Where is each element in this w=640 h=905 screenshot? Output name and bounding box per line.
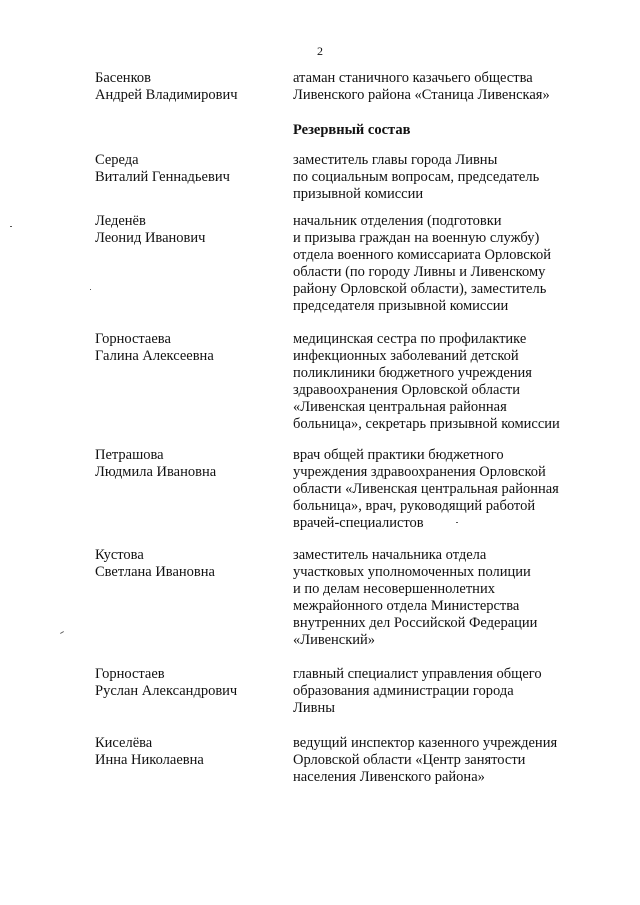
member-given-names: Виталий Геннадьевич	[95, 169, 230, 185]
member-surname: Петрашова	[95, 447, 164, 463]
scan-speck	[90, 289, 91, 290]
member-given-names: Леонид Иванович	[95, 230, 206, 246]
member-name	[95, 331, 285, 365]
role-line: учреждения здравоохранения Орловской	[293, 464, 546, 480]
member-given-names: Инна Николаевна	[95, 752, 204, 768]
member-role	[293, 70, 575, 104]
role-line: председателя призывной комиссии	[293, 298, 509, 314]
member-surname: Горностаев	[95, 666, 165, 682]
member-surname: Горностаева	[95, 331, 171, 347]
member-role	[293, 666, 575, 717]
role-line: области «Ливенская центральная районная	[293, 481, 559, 497]
role-line: начальник отделения (подготовки	[293, 213, 502, 229]
member-given-names: Людмила Ивановна	[95, 464, 217, 480]
member-given-names: Андрей Владимирович	[95, 87, 238, 103]
role-line: «Ливенский»	[293, 632, 376, 648]
role-line: внутренних дел Российской Федерации	[293, 615, 538, 631]
member-role	[293, 331, 575, 433]
member-name	[95, 735, 285, 769]
role-line: району Орловской области), заместитель	[293, 281, 547, 297]
role-line: и по делам несовершеннолетних	[293, 581, 495, 597]
role-line: Ливенского района «Станица Ливенская»	[293, 87, 550, 103]
role-line: больница», секретарь призывной комиссии	[293, 416, 560, 432]
role-line: заместитель главы города Ливны	[293, 152, 498, 168]
role-line: участковых уполномоченных полиции	[293, 564, 531, 580]
role-line: области (по городу Ливны и Ливенскому	[293, 264, 546, 280]
role-line: поликлиники бюджетного учреждения	[293, 365, 532, 381]
member-name	[95, 152, 285, 186]
role-line: ведущий инспектор казенного учреждения	[293, 735, 558, 751]
member-name	[95, 70, 285, 104]
role-line: и призыва граждан на военную службу)	[293, 230, 540, 246]
member-surname: Басенков	[95, 70, 151, 86]
member-surname: Кустова	[95, 547, 144, 563]
member-role	[293, 735, 575, 786]
page-number: 2	[317, 44, 323, 58]
member-role	[293, 547, 575, 649]
member-role	[293, 213, 575, 315]
member-name	[95, 666, 285, 700]
member-surname: Киселёва	[95, 735, 153, 751]
member-given-names: Светлана Ивановна	[95, 564, 215, 580]
role-line: врач общей практики бюджетного	[293, 447, 504, 463]
role-line: населения Ливенского района»	[293, 769, 485, 785]
role-line: образования администрации города	[293, 683, 514, 699]
role-line: медицинская сестра по профилактике	[293, 331, 527, 347]
role-line: Орловской области «Центр занятости	[293, 752, 526, 768]
role-line: межрайонного отдела Министерства	[293, 598, 520, 614]
role-line: больница», врач, руководящий работой	[293, 498, 536, 514]
member-role	[293, 447, 575, 532]
role-line: отдела военного комиссариата Орловской	[293, 247, 552, 263]
scan-speck	[60, 631, 64, 634]
member-given-names: Галина Алексеевна	[95, 348, 214, 364]
role-line: главный специалист управления общего	[293, 666, 542, 682]
member-surname: Леденёв	[95, 213, 146, 229]
role-line: призывной комиссии	[293, 186, 424, 202]
member-name	[95, 447, 285, 481]
scan-speck	[10, 226, 12, 227]
role-line: «Ливенская центральная районная	[293, 399, 507, 415]
member-surname: Середа	[95, 152, 139, 168]
role-line: атаман станичного казачьего общества	[293, 70, 533, 86]
role-line: Ливны	[293, 700, 335, 716]
role-line: инфекционных заболеваний детской	[293, 348, 519, 364]
member-role	[293, 152, 575, 203]
role-line: заместитель начальника отдела	[293, 547, 487, 563]
member-name	[95, 547, 285, 581]
role-line: врачей-специалистов	[293, 515, 424, 531]
member-given-names: Руслан Александрович	[95, 683, 238, 699]
section-heading: Резервный состав	[293, 122, 411, 138]
role-line: по социальным вопросам, председатель	[293, 169, 540, 185]
member-name	[95, 213, 285, 247]
scan-speck	[456, 522, 458, 523]
role-line: здравоохранения Орловской области	[293, 382, 520, 398]
